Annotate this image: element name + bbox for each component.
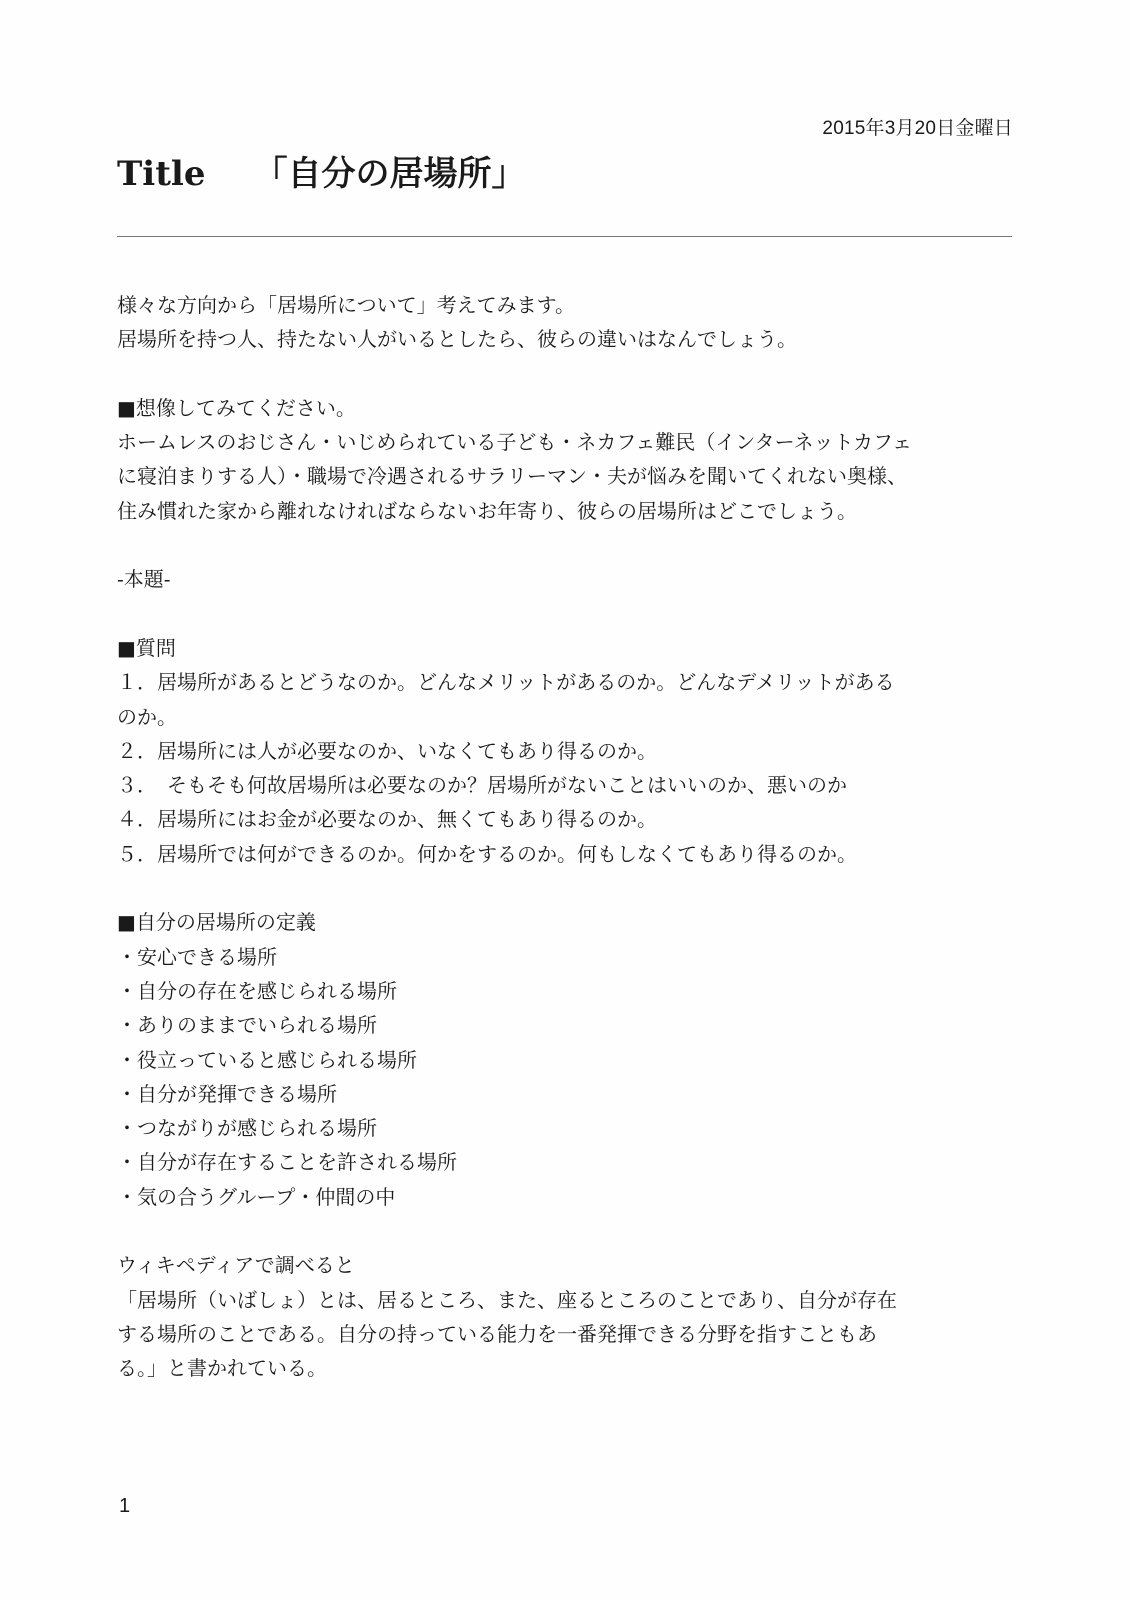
topic-marker: -本題- [117,567,171,592]
definition-item: ・役立っていると感じられる場所 [117,1047,417,1072]
document-title [117,146,525,195]
definition-item: ・ありのままでいられる場所 [117,1013,377,1038]
question-line: ２．居場所には人が必要なのか、いなくてもあり得るのか。 [117,738,657,763]
definition-item: ・安心できる場所 [117,944,277,969]
document-date: 2015年3月20日金曜日 [822,118,1013,139]
intro-line: 様々な方向から「居場所について」考えてみます。 [117,293,575,317]
definition-item: ・つながりが感じられる場所 [117,1116,377,1141]
definition-item: ・気の合うグループ・仲間の中 [117,1184,396,1209]
title-text: 「自分の居場所」 [253,154,526,194]
title-divider [117,236,1012,237]
imagine-line: 住み慣れた家から離れなければならないお年寄り、彼らの居場所はどこでしょう。 [117,498,857,523]
blank-line [117,357,1022,391]
blank-line [117,871,1022,905]
blank-line [117,1214,1022,1248]
definition-item: ・自分が存在することを許される場所 [117,1150,457,1175]
question-line: ５．居場所では何ができるのか。何かをするのか。何もしなくてもあり得るのか。 [117,841,857,866]
imagine-line: に寝泊まりする人）・職場で冷遇されるサラリーマン・夫が悩みを聞いてくれない奥様、 [117,464,907,489]
wikipedia-line: る。」と書かれている。 [117,1356,327,1381]
document-body [117,288,1022,1386]
section-heading-definition: ■自分の居場所の定義 [117,910,316,935]
section-heading-imagine: ■想像してみてください。 [117,395,356,420]
question-line: のか。 [117,704,177,729]
wikipedia-line: ウィキペディアで調べると [117,1253,355,1278]
title-label: Title [117,154,206,194]
wikipedia-line: する場所のことである。自分の持っている能力を一番発揮できる分野を指すこともあ [117,1321,877,1346]
intro-line: 居場所を持つ人、持たない人がいるとしたら、彼らの違いはなんでしょう。 [117,327,797,352]
definition-item: ・自分が発揮できる場所 [117,1081,337,1106]
blank-line [117,597,1022,631]
imagine-line: ホームレスのおじさん・いじめられている子ども・ネカフェ難民（インターネットカフェ [117,430,912,455]
definition-item: ・自分の存在を感じられる場所 [117,978,397,1003]
blank-line [117,528,1022,562]
section-heading-questions: ■質問 [117,635,176,660]
wikipedia-line: 「居場所（いばしょ）とは、居るところ、また、座るところのことであり、自分が存在 [117,1287,897,1312]
page-number: 1 [119,1495,131,1517]
question-line: ４．居場所にはお金が必要なのか、無くてもあり得るのか。 [117,807,657,832]
question-line: １．居場所があるとどうなのか。どんなメリットがあるのか。どんなデメリットがある [117,670,895,695]
question-line: ３． そもそも何故居場所は必要なのか？居場所がないことはいいのか、悪いのか [117,773,847,798]
